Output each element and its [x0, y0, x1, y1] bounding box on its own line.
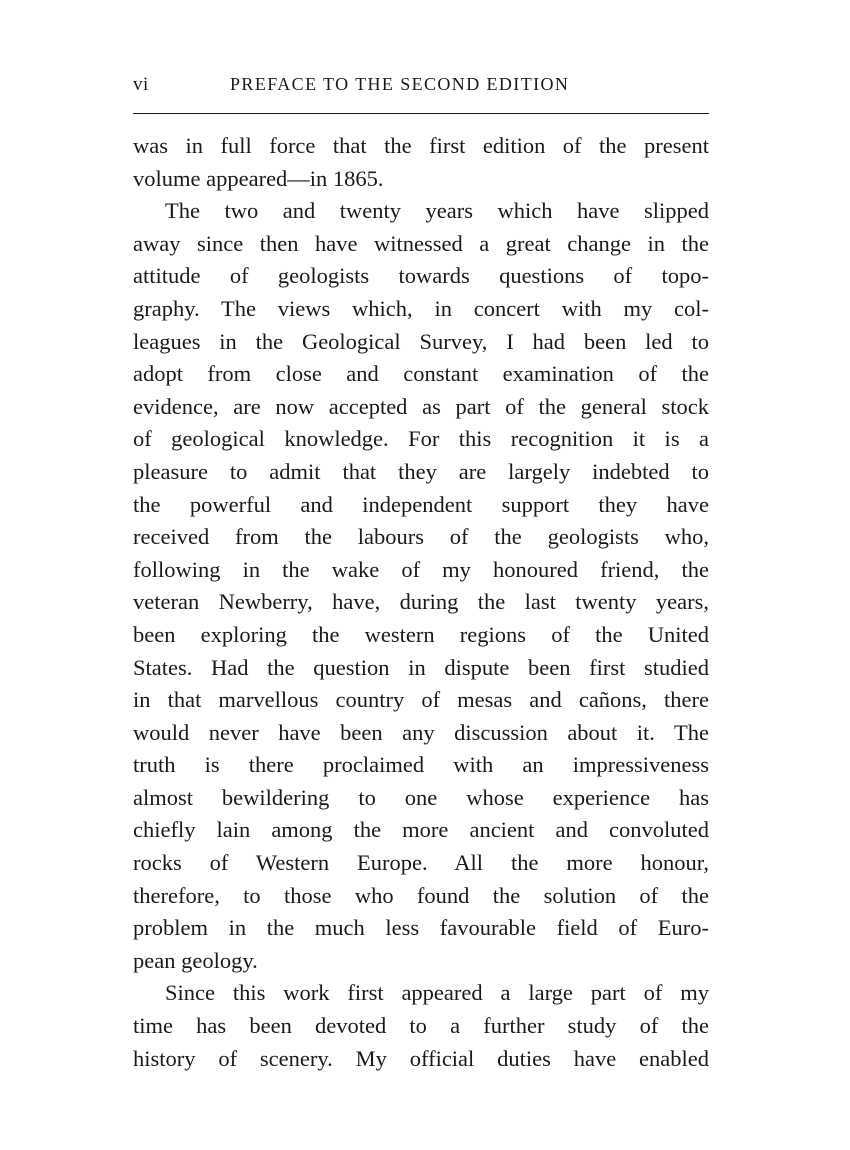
text-line: was in full force that the first edition of the present [133, 133, 709, 158]
text-line: rocks of Western Europe. All the more honour, [133, 850, 709, 876]
text-line: away since then have witnessed a great change in the [133, 230, 709, 256]
text-line: therefore, to those who found the solution of the [133, 882, 709, 908]
text-line: of geological knowledge. For this recognition it is a [133, 426, 709, 452]
text-line: States. Had the question in dispute been first studied [133, 654, 709, 680]
text-line: leagues in the Geological Survey, I had been led to [133, 328, 709, 354]
text-line: the powerful and independent support they have [133, 491, 709, 517]
text-line: following in the wake of my honoured friend, the [133, 556, 709, 582]
text-line: been exploring the western regions of the United [133, 621, 709, 647]
text-line: almost bewildering to one whose experience has [133, 784, 709, 810]
text-line: pleasure to admit that they are largely indebted to [133, 458, 709, 484]
text-line: time has been devoted to a further study of the [133, 1013, 709, 1039]
header-rule [133, 113, 709, 114]
text-line: evidence, are now accepted as part of the general stock [133, 393, 709, 419]
text-line: chiefly lain among the more ancient and convoluted [133, 817, 709, 843]
text-line: volume appeared—in 1865. [133, 165, 384, 191]
page-number: vi [133, 74, 149, 95]
text-line: adopt from close and constant examination of the [133, 361, 709, 387]
text-line: pean geology. [133, 947, 258, 973]
text-line: problem in the much less favourable field of Euro- [133, 915, 709, 941]
text-line: in that marvellous country of mesas and cañons, there [133, 687, 709, 713]
text-line: truth is there proclaimed with an impressiveness [133, 752, 709, 778]
text-line: would never have been any discussion about it. The [133, 719, 709, 745]
text-line: received from the labours of the geologists who, [133, 524, 709, 550]
text-line: Since this work first appeared a large part of my [165, 980, 709, 1006]
running-head [133, 74, 709, 104]
text-line: veteran Newberry, have, during the last twenty years, [133, 589, 709, 615]
text-line: history of scenery. My official duties have enabled [133, 1045, 709, 1071]
running-title: PREFACE TO THE SECOND EDITION [230, 74, 570, 94]
text-line: The two and twenty years which have slipped [165, 198, 709, 224]
text-line: graphy. The views which, in concert with my col- [133, 295, 709, 321]
text-line: attitude of geologists towards questions of topo- [133, 263, 709, 289]
body-text [133, 130, 709, 1075]
